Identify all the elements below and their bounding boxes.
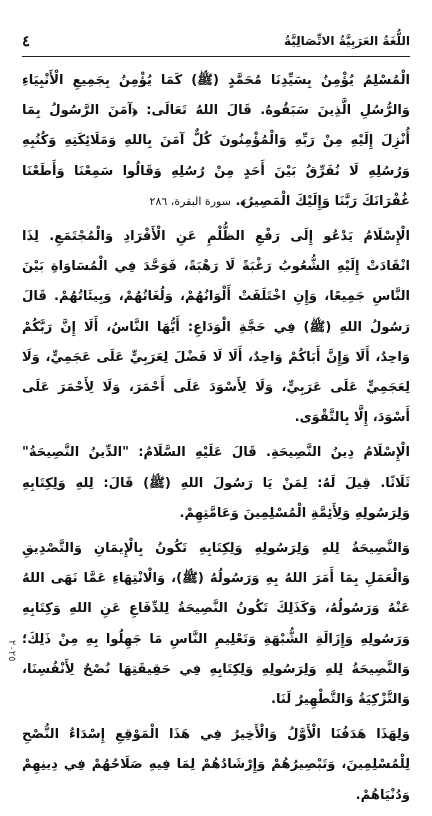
paragraph-text: الْإِسْلَامُ يَدْعُو إِلَى رَفْعِ الظُّلْمِ عَنِ الْأَفْرَادِ وَالْمُجْتَمَعِ. لِذَا انْقَادَتْ إِلَيْهِ الشُّعُوبُ رَغْبَةً لَا رَهْبَةً، فَوَحَّدَ فِي الْمُسَاوَاةِ بَيْنَ النَّاسِ جَمِيعًا، وَإِنِ اخْتَلَفَتْ أَلْوَانُهُمْ، وَلُغَاتُهُمْ، وَبِيئَاتُهُمْ. قَالَ رَسُولُ اللهِ (ﷺ) فِي حَجَّةِ الْوَدَاعِ: أَيُّهَا النَّاسُ، أَلَا إِنَّ رَبَّكُمْ وَاحِدٌ، أَلَا وَإِنَّ أَبَاكُمْ وَاحِدٌ، أَلَا لَا فَضْلَ لِعَرَبِيٍّ عَلَى عَجَمِيٍّ، وَلَا لِعَجَمِيٍّ عَلَى عَرَبِيٍّ، وَلَا لِأَسْوَدَ عَلَى أَحْمَرَ، وَلَا لِأَحْمَرَ عَلَى أَسْوَدَ، إِلَّا بِالتَّقْوَى. bbox=[22, 229, 410, 426]
page-header bbox=[22, 28, 410, 54]
paragraph-belief-in-prophets bbox=[22, 66, 410, 217]
paragraph-meaning-of-advice bbox=[22, 534, 410, 715]
paragraph-religion-of-advice bbox=[22, 438, 410, 529]
paragraph-equality bbox=[22, 222, 410, 433]
paragraph-text: الْإِسْلَامُ دِينُ النَّصِيحَةِ. قَالَ عَلَيْهِ السَّلَامُ: "الدِّينُ النَّصِيحَةُ" ثَلَاثًا. قِيلَ لَهُ: لِمَنْ يَا رَسُولَ اللهِ (ﷺ) قَالَ: لِلهِ وَلِكِتَابِهِ وَلِرَسُولِهِ وَلِأَئِمَّةِ الْمُسْلِمِينَ وَعَامَّتِهِمْ. bbox=[22, 445, 410, 521]
paragraph-text: الْمُسْلِمُ يُؤْمِنُ بِسَيِّدِنَا مُحَمَّدٍ (ﷺ) كَمَا يُؤْمِنُ بِجَمِيعِ الْأَنْبِيَاءِ وَالرُّسُلِ الَّذِينَ سَبَقُوهُ. قَالَ اللهُ تَعَالَى: ﴿آمَنَ الرَّسُولُ بِمَا أُنْزِلَ إِلَيْهِ مِنْ رَبِّهِ وَالْمُؤْمِنُونَ كُلٌّ آمَنَ بِاللهِ وَمَلَائِكَتِهِ وَكُتُبِهِ وَرُسُلِهِ لَا نُفَرِّقُ بَيْنَ أَحَدٍ مِنْ رُسُلِهِ وَقَالُوا سَمِعْنَا وَأَطَعْنَا غُفْرَانَكَ رَبَّنَا وَإِلَيْكَ الْمَصِيرُ﴾. bbox=[22, 73, 410, 209]
page-number: ٤ bbox=[22, 32, 31, 50]
page-body bbox=[22, 66, 410, 816]
paragraph-site-goal bbox=[22, 720, 410, 811]
paragraph-text: وَلِهَذَا هَدَفُنَا الْأَوَّلُ وَالْأَخِيرُ فِي هَذَا الْمَوْقِعِ إِسْدَاءُ النُّصْحِ لِلْمُسْلِمِينَ، وَتَبْصِيرُهُمْ وَإِرْشَادُهُمْ لِمَا فِيهِ صَلَاحُهُمْ فِي دِينِهِمْ وَدُنْيَاهُمْ. bbox=[22, 727, 410, 803]
paragraph-text: وَالنَّصِيحَةُ لِلهِ وَلِرَسُولِهِ وَلِكِتَابِهِ تَكُونُ بِالْإِيمَانِ وَالتَّصْدِيقِ وَالْعَمَلِ بِمَا أَمَرَ اللهُ بِهِ وَرَسُولُهُ (ﷺ)، وَالْانْتِهَاءِ عَمَّا نَهَى اللهُ عَنْهُ وَرَسُولُهُ، وَكَذَلِكَ تَكُونُ النَّصِيحَةُ لِلدِّفَاعِ عَنِ اللهِ وَكِتَابِهِ وَرَسُولِهِ وَإِزَالَةِ الشُّبْهَةِ وَتَعْلِيمِ النَّاسِ مَا جَهِلُوا بِهِ مِنْ ذَلِكَ؛ وَالنَّصِيحَةُ لِلهِ وَلِرَسُولِهِ وَلِكِتَابِهِ فِي حَقِيقَتِهَا نُصْحٌ لِأَنْفُسِنَا، وَالتَّزْكِيَةُ وَالتَّطْهِيرُ لَنَا. bbox=[22, 541, 410, 708]
margin-note: ٢٠٢٥ bbox=[6, 640, 17, 662]
quran-reference: سورة البقرة، ٢٨٦ bbox=[149, 194, 231, 208]
running-title: اللُّغَةُ العَرَبِيَّةُ الاتِّصَالِيَّةُ bbox=[283, 34, 410, 48]
header-divider bbox=[22, 56, 410, 57]
